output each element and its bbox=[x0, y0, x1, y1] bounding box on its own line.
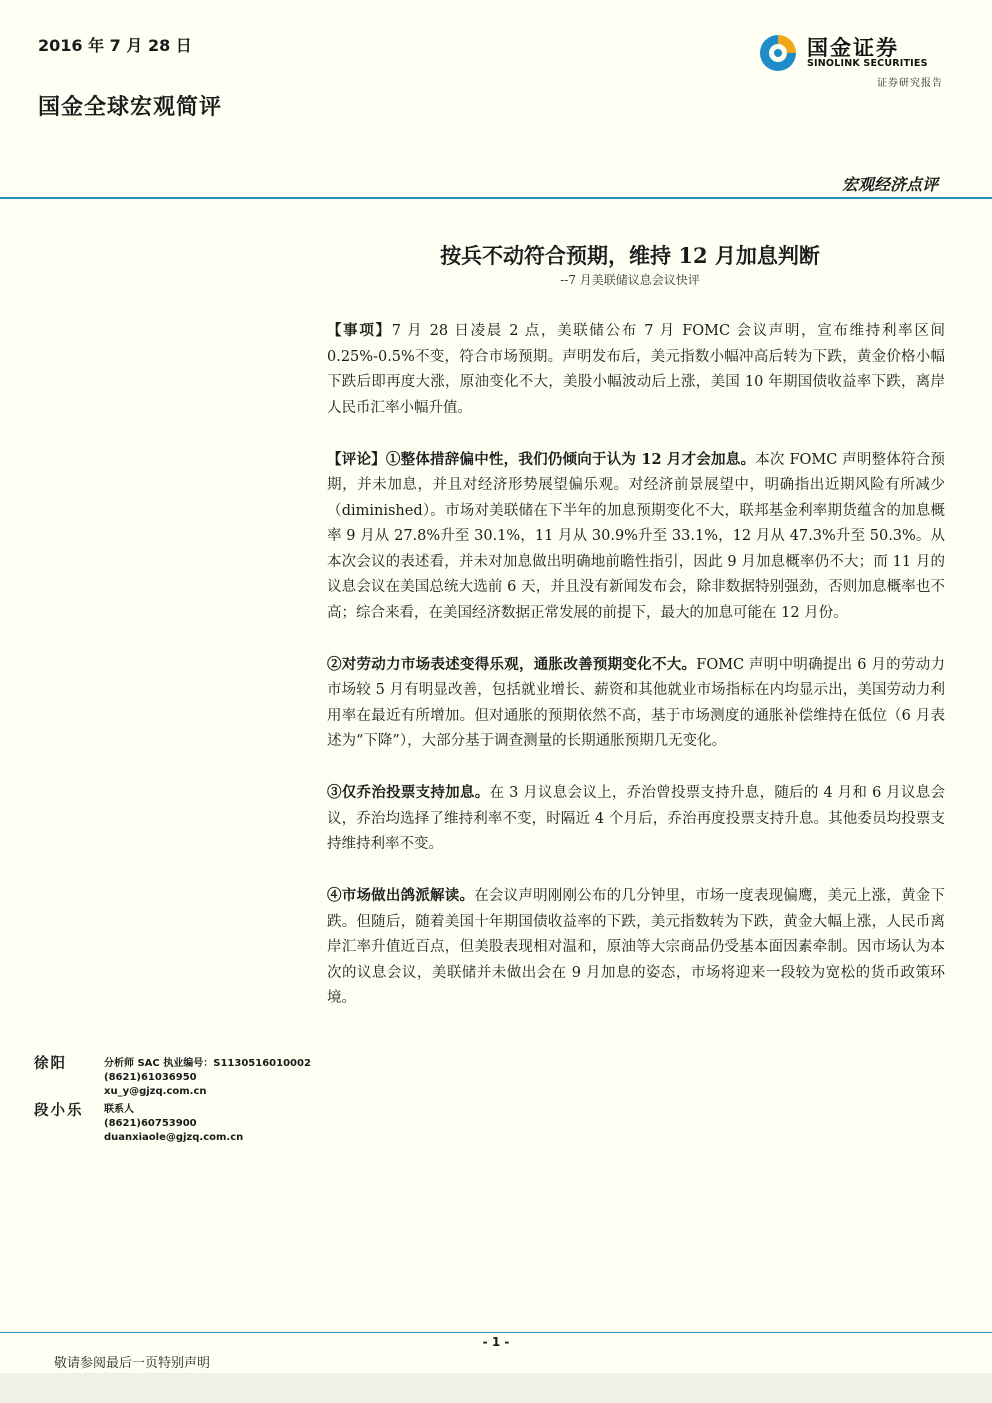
author-phone: (8621)60753900 bbox=[104, 1118, 197, 1129]
report-category: 宏观经济点评 bbox=[841, 175, 938, 194]
author-info bbox=[104, 1103, 243, 1145]
paragraph-text: FOMC 声明中明确提出 6 月的劳动力市场较 5 月有明显改善，包括就业增长、薪资和其他就业市场指标在内均显示出，美国劳动力利用率在最近有所增加。但对通胀的预期依然不高，基于市场测度的通胀补偿维持在低位（6 月表述为“下降”），大部分基于调查测量的长期通胀预期几无变化。 bbox=[327, 656, 945, 749]
logo-subtitle: 证券研究报告 bbox=[877, 78, 943, 89]
paragraph-lead: ④市场做出鸽派解读。 bbox=[327, 887, 475, 904]
page-number: - 1 - bbox=[482, 1335, 510, 1349]
paragraph-lead: 【事项】 bbox=[327, 322, 392, 339]
paragraph-lead: 【评论】①整体措辞偏中性，我们仍倾向于认为 12 月才会加息。 bbox=[327, 450, 756, 468]
page-bottom-strip bbox=[0, 1373, 992, 1403]
logo-mark-icon bbox=[757, 32, 799, 74]
company-logo bbox=[757, 30, 947, 92]
author-title: 联系人 bbox=[104, 1104, 134, 1115]
paragraph-text: 7 月 28 日凌晨 2 点，美联储公布 7 月 FOMC 会议声明，宣布维持利率区间 0.25%-0.5%不变，符合市场预期。声明发布后，美元指数小幅冲高后转为下跌，黄金价格小幅下跌后即再度大涨，原油变化不大，美股小幅波动后上涨，美国 10 年期国债收益率下跌，离岸人民币汇率小幅升值。 bbox=[327, 323, 945, 416]
paragraph-comment-3 bbox=[327, 780, 945, 858]
author-email: xu_y@gjzq.com.cn bbox=[104, 1086, 207, 1097]
report-title: 按兵不动符合预期，维持 12 月加息判断 bbox=[440, 243, 820, 268]
paragraph-comment-4 bbox=[327, 883, 945, 1012]
footer-disclaimer: 敬请参阅最后一页特别声明 bbox=[54, 1356, 211, 1371]
author-name: 徐阳 bbox=[34, 1055, 67, 1072]
series-title: 国金全球宏观简评 bbox=[38, 94, 223, 120]
paragraph-text: 本次 FOMC 声明整体符合预期，并未加息，并且对经济形势展望偏乐观。对经济前景展望中，明确指出近期风险有所减少（diminished）。市场对美联储在下半年的加息预期变化不大，联邦基金利率期货蕴含的加息概率 9 月从 27.8%升至 30.1%，11 月从 30.9%升至 33.1%，12 月从 47.3%升至 50.3%。从本次会议的表述看，并未对加息做出明确地前瞻性指引，因此 9 月加息概率仍不大；而 11 月的议息会议在美国总统大选前 6 天，并且没有新闻发布会，除非数据特别强劲，否则加息概率也不高；综合来看，在美国经济数据正常发展的前提下，最大的加息可能在 12 月份。 bbox=[327, 451, 946, 621]
footer-divider bbox=[0, 1332, 992, 1333]
header-divider bbox=[0, 197, 992, 199]
report-body bbox=[327, 318, 945, 1037]
author-name: 段小乐 bbox=[34, 1102, 84, 1119]
author-info bbox=[104, 1057, 311, 1099]
paragraph-lead: ②对劳动力市场表述变得乐观，通胀改善预期变化不大。 bbox=[327, 655, 697, 673]
paragraph-comment-2 bbox=[327, 652, 945, 755]
paragraph-text: 在会议声明刚刚公布的几分钟里，市场一度表现偏鹰，美元上涨，黄金下跌。但随后，随着美国十年期国债收益率的下跌，美元指数转为下跌，黄金大幅上涨，人民币离岸汇率升值近百点，但美股表现相对温和，原油等大宗商品仍受基本面因素牵制。因市场认为本次的议息会议，美联储并未做出会在 9 月加息的姿态，市场将迎来一段较为宽松的货币政策环境。 bbox=[327, 888, 946, 1006]
logo-chinese-name: 国金证券 bbox=[807, 36, 899, 60]
paragraph-lead: ③仅乔治投票支持加息。 bbox=[327, 784, 490, 801]
logo-english-name: SINOLINK SECURITIES bbox=[807, 58, 928, 69]
author-email: duanxiaole@gjzq.com.cn bbox=[104, 1132, 244, 1143]
author-phone: (8621)61036950 bbox=[104, 1072, 197, 1083]
paragraph-text: 在 3 月议息会议上，乔治曾投票支持升息，随后的 4 月和 6 月议息会议，乔治均选择了维持利率不变，时隔近 4 个月后，乔治再度投票支持升息。其他委员均投票支持维持利率不变。 bbox=[327, 785, 945, 852]
author-title: 分析师 SAC 执业编号：S1130516010002 bbox=[104, 1058, 311, 1069]
report-date: 2016 年 7 月 28 日 bbox=[38, 36, 192, 55]
report-subtitle: --7 月美联储议息会议快评 bbox=[560, 273, 700, 287]
paragraph-event bbox=[327, 318, 945, 421]
paragraph-comment-1 bbox=[327, 447, 945, 627]
